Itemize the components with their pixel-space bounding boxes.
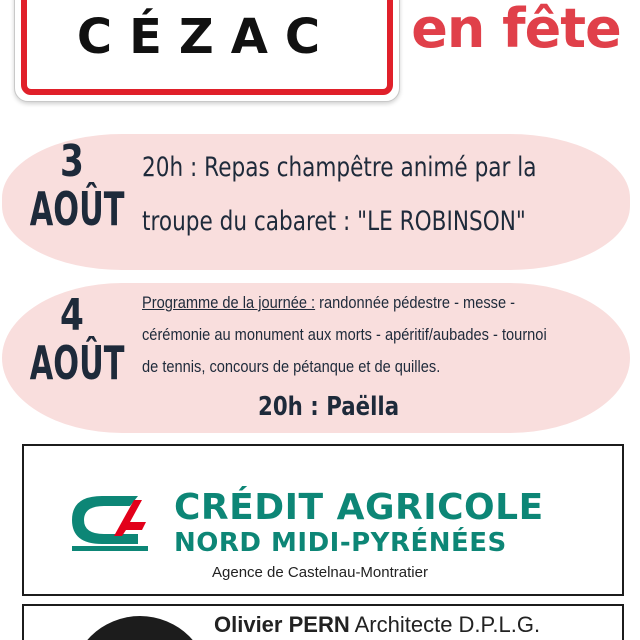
architect-name: Olivier PERN	[214, 612, 350, 637]
architect-title: Architecte D.P.L.G.	[349, 612, 541, 637]
town-name: CÉZAC	[76, 9, 338, 65]
sponsor-architect	[22, 604, 624, 640]
town-sign	[14, 0, 400, 102]
program-text: randonnée pédestre - messe -	[315, 293, 516, 312]
logo-green-bar	[72, 546, 148, 551]
bank-name: CRÉDIT AGRICOLE	[174, 487, 544, 528]
program-line: cérémonie au monument aux morts - apéritif/aubades - tournoi	[142, 325, 547, 344]
event-description-line: 20h : Repas champêtre animé par la	[142, 152, 537, 183]
program-line: de tennis, concours de pétanque et de quilles.	[142, 357, 441, 376]
event-date-aug-4	[8, 290, 136, 390]
architect-logo-icon	[70, 616, 210, 640]
event-day: 4	[60, 290, 84, 341]
credit-agricole-logo-icon	[68, 490, 152, 552]
event-description-line: troupe du cabaret : "LE ROBINSON"	[142, 206, 526, 237]
program-line	[142, 293, 515, 313]
bank-region: NORD MIDI-PYRÉNÉES	[174, 528, 507, 558]
architect-line	[214, 612, 540, 638]
bank-agency: Agence de Castelnau-Montratier	[212, 564, 428, 581]
event-date-aug-3	[8, 136, 136, 236]
sponsor-credit-agricole	[22, 444, 624, 596]
town-sign-border	[21, 0, 393, 95]
evening-event: 20h : Paëlla	[258, 392, 400, 422]
event-day: 3	[60, 136, 84, 187]
event-month: AOÛT	[29, 182, 125, 236]
event-month: AOÛT	[29, 336, 125, 390]
program-label: Programme de la journée :	[142, 293, 316, 312]
fete-title: en fête	[411, 0, 621, 60]
